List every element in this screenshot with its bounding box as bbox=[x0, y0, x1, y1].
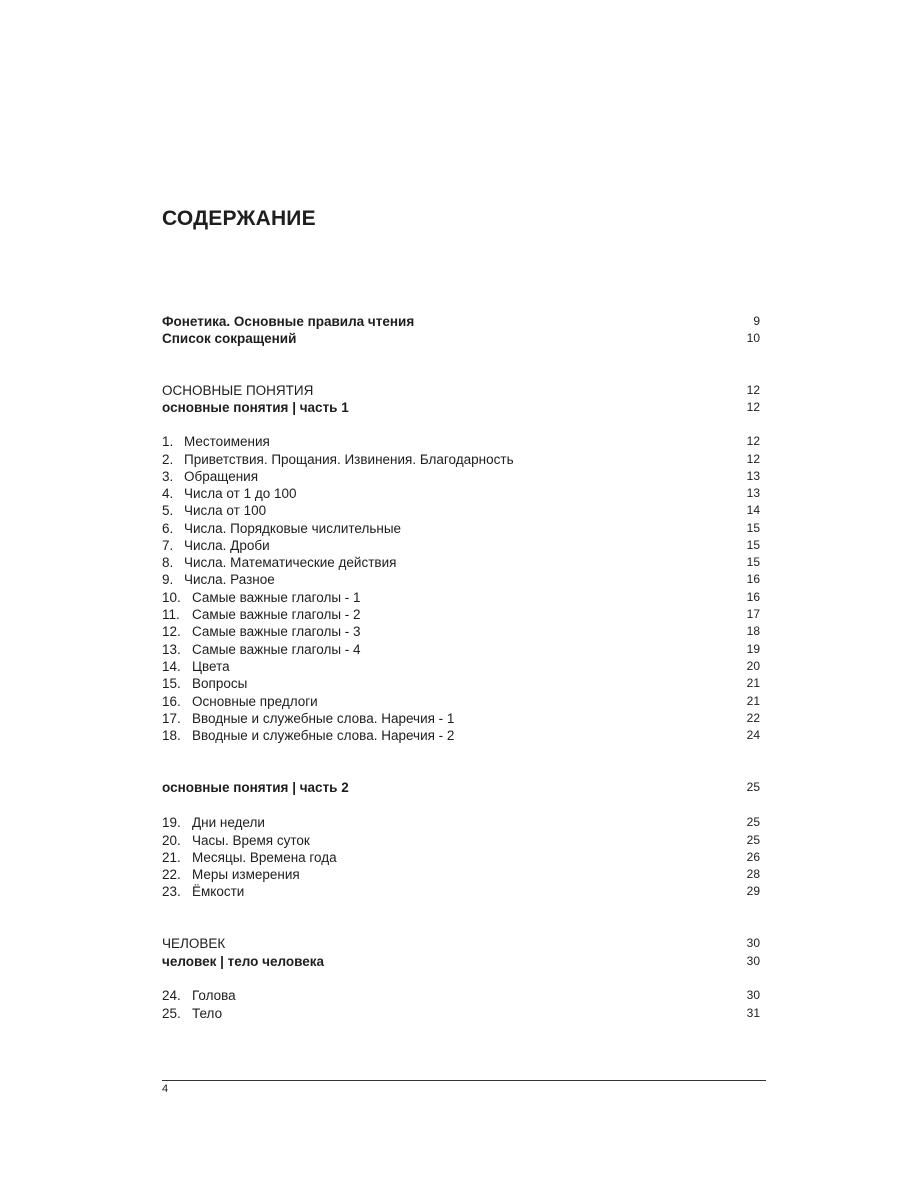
toc-page-number: 21 bbox=[746, 694, 760, 708]
toc-entry-label bbox=[162, 658, 230, 675]
toc-page-number: 16 bbox=[746, 572, 760, 586]
toc-entry-title: Вопросы bbox=[192, 676, 248, 691]
toc-entry-label bbox=[162, 779, 349, 796]
toc-entry bbox=[162, 537, 760, 554]
toc-entry-title: Цвета bbox=[192, 659, 230, 674]
toc-page-number: 16 bbox=[746, 590, 760, 604]
toc-page-number: 30 bbox=[746, 988, 760, 1002]
toc-entry-title: Самые важные глаголы - 1 bbox=[192, 590, 361, 605]
toc-entry-title: Меры измерения bbox=[192, 867, 300, 882]
toc-entry-number: 1. bbox=[162, 434, 174, 449]
toc-entry-title: ОСНОВНЫЕ ПОНЯТИЯ bbox=[162, 383, 314, 398]
toc-page-number: 13 bbox=[746, 469, 760, 483]
toc-entry bbox=[162, 832, 760, 849]
toc-page-number: 12 bbox=[746, 400, 760, 414]
toc-entry bbox=[162, 814, 760, 831]
toc-page-number: 10 bbox=[746, 331, 760, 345]
toc-page-number: 20 bbox=[746, 659, 760, 673]
toc-entry-number: 22. bbox=[162, 867, 181, 882]
toc-entry bbox=[162, 468, 760, 485]
toc-entry-label bbox=[162, 641, 361, 658]
toc-page-number: 26 bbox=[746, 850, 760, 864]
toc-page-number: 18 bbox=[746, 624, 760, 638]
toc-page-number: 24 bbox=[746, 728, 760, 742]
toc-entry-number: 13. bbox=[162, 642, 181, 657]
toc-page-number: 22 bbox=[746, 711, 760, 725]
toc-entry-title: Основные предлоги bbox=[192, 694, 318, 709]
toc-entry-number: 17. bbox=[162, 711, 181, 726]
toc-page-number: 30 bbox=[746, 936, 760, 950]
toc-entry-label bbox=[162, 589, 361, 606]
toc-entry-title: Вводные и служебные слова. Наречия - 2 bbox=[192, 728, 455, 743]
toc-entry-title: Тело bbox=[192, 1006, 223, 1021]
toc-entry bbox=[162, 675, 760, 692]
toc-page-number: 15 bbox=[746, 538, 760, 552]
toc-entry-number: 4. bbox=[162, 486, 174, 501]
toc-entry-number: 10. bbox=[162, 590, 181, 605]
footer-rule bbox=[162, 1080, 766, 1081]
toc-entry bbox=[162, 589, 760, 606]
toc-entry bbox=[162, 485, 760, 502]
toc-entry-label bbox=[162, 710, 454, 727]
toc-entry-label bbox=[162, 935, 225, 952]
toc-entry bbox=[162, 727, 760, 744]
toc-entry-title: Фонетика. Основные правила чтения bbox=[162, 314, 415, 329]
toc-entry-label bbox=[162, 330, 296, 347]
toc-entry-title: Числа от 100 bbox=[184, 503, 267, 518]
toc-entry-title: Приветствия. Прощания. Извинения. Благодарность bbox=[184, 452, 514, 467]
toc-entry-title: Часы. Время суток bbox=[192, 833, 310, 848]
toc-entry-title: Голова bbox=[192, 988, 236, 1003]
toc-page-number: 29 bbox=[746, 884, 760, 898]
toc-entry-title: Самые важные глаголы - 4 bbox=[192, 642, 361, 657]
toc-entry-number: 18. bbox=[162, 728, 181, 743]
toc-page-number: 31 bbox=[746, 1006, 760, 1020]
toc-page-number: 28 bbox=[746, 867, 760, 881]
toc-entry-title: Ёмкости bbox=[192, 884, 245, 899]
toc-entry bbox=[162, 554, 760, 571]
toc-entry bbox=[162, 710, 760, 727]
page-title: СОДЕРЖАНИЕ bbox=[162, 207, 316, 230]
toc-page-number: 25 bbox=[746, 780, 760, 794]
toc-entry-title: Числа. Разное bbox=[184, 572, 275, 587]
toc-entry-title: Числа от 1 до 100 bbox=[184, 486, 297, 501]
toc-entry bbox=[162, 693, 760, 710]
toc-entry-label bbox=[162, 399, 349, 416]
toc-page-number: 25 bbox=[746, 833, 760, 847]
toc-page-number: 13 bbox=[746, 486, 760, 500]
toc-entry-number: 3. bbox=[162, 469, 174, 484]
toc-heading bbox=[162, 330, 760, 347]
toc-entry-number: 12. bbox=[162, 624, 181, 639]
toc-entry-title: Числа. Порядковые числительные bbox=[184, 521, 402, 536]
toc-entry-title: Месяцы. Времена года bbox=[192, 850, 337, 865]
toc-section-heading bbox=[162, 935, 760, 952]
toc-entry-title: человек | тело человека bbox=[162, 954, 325, 969]
toc-entry-label bbox=[162, 693, 318, 710]
toc-entry-title: Местоимения bbox=[184, 434, 270, 449]
toc-entry bbox=[162, 849, 760, 866]
toc-entry-title: Самые важные глаголы - 2 bbox=[192, 607, 361, 622]
toc-entry bbox=[162, 433, 760, 450]
toc-entry-title: Список сокращений bbox=[162, 331, 297, 346]
toc-entry-title: Самые важные глаголы - 3 bbox=[192, 624, 361, 639]
toc-page-number: 30 bbox=[746, 954, 760, 968]
toc-entry-number: 19. bbox=[162, 815, 181, 830]
toc-heading bbox=[162, 953, 760, 970]
toc-entry-label bbox=[162, 468, 258, 485]
toc-entry-number: 24. bbox=[162, 988, 181, 1003]
toc-entry-number: 6. bbox=[162, 521, 174, 536]
toc-entry bbox=[162, 658, 760, 675]
toc-entry bbox=[162, 502, 760, 519]
toc-heading bbox=[162, 779, 760, 796]
toc-entry-number: 7. bbox=[162, 538, 174, 553]
toc-entry-label bbox=[162, 866, 300, 883]
toc-page-number: 12 bbox=[746, 383, 760, 397]
toc-page-number: 17 bbox=[746, 607, 760, 621]
toc-entry-label bbox=[162, 1005, 222, 1022]
toc-page-number: 9 bbox=[753, 314, 760, 328]
toc-entry-number: 8. bbox=[162, 555, 174, 570]
toc-entry-title: Обращения bbox=[184, 469, 259, 484]
toc-entry-label bbox=[162, 520, 401, 537]
toc-heading bbox=[162, 313, 760, 330]
toc-page-number: 14 bbox=[746, 503, 760, 517]
toc-entry-number: 23. bbox=[162, 884, 181, 899]
toc-entry-number: 5. bbox=[162, 503, 174, 518]
toc-entry-number: 11. bbox=[162, 607, 180, 622]
toc-entry-label bbox=[162, 987, 236, 1004]
toc-entry-title: основные понятия | часть 1 bbox=[162, 400, 349, 415]
toc-entry-title: Числа. Дроби bbox=[184, 538, 270, 553]
toc-entry-number: 21. bbox=[162, 850, 181, 865]
toc-entry bbox=[162, 1005, 760, 1022]
toc-entry-label bbox=[162, 832, 310, 849]
toc-entry-label bbox=[162, 727, 454, 744]
toc-entry bbox=[162, 606, 760, 623]
toc-entry-label bbox=[162, 849, 337, 866]
toc-entry-label bbox=[162, 433, 270, 450]
toc-entry-label bbox=[162, 554, 396, 571]
toc-page-number: 19 bbox=[746, 642, 760, 656]
toc-page-number: 12 bbox=[746, 434, 760, 448]
toc-entry-number: 16. bbox=[162, 694, 181, 709]
toc-entry bbox=[162, 866, 760, 883]
toc-section-heading bbox=[162, 382, 760, 399]
toc-entry-label bbox=[162, 814, 265, 831]
toc-entry-title: Вводные и служебные слова. Наречия - 1 bbox=[192, 711, 455, 726]
toc-entry-label bbox=[162, 623, 361, 640]
toc-entry bbox=[162, 520, 760, 537]
toc-entry bbox=[162, 883, 760, 900]
toc-entry-label bbox=[162, 675, 247, 692]
toc-entry-label bbox=[162, 502, 266, 519]
toc-entry-label bbox=[162, 485, 297, 502]
toc-entry-label bbox=[162, 313, 414, 330]
toc-entry bbox=[162, 571, 760, 588]
toc-entry-label bbox=[162, 883, 244, 900]
toc-entry bbox=[162, 987, 760, 1004]
toc-page-number: 15 bbox=[746, 555, 760, 569]
toc-page-number: 15 bbox=[746, 521, 760, 535]
toc-entry-number: 2. bbox=[162, 452, 174, 467]
toc-entry-title: Числа. Математические действия bbox=[184, 555, 397, 570]
toc-entry bbox=[162, 451, 760, 468]
toc-entry-number: 20. bbox=[162, 833, 181, 848]
toc-entry-title: основные понятия | часть 2 bbox=[162, 780, 349, 795]
toc-entry-label bbox=[162, 537, 270, 554]
toc-entry-label bbox=[162, 451, 514, 468]
toc-entry-label bbox=[162, 382, 313, 399]
toc-entry bbox=[162, 623, 760, 640]
toc-entry-label bbox=[162, 606, 361, 623]
toc-page-number: 12 bbox=[746, 452, 760, 466]
toc-entry-number: 9. bbox=[162, 572, 174, 587]
toc-entry-label bbox=[162, 953, 324, 970]
toc-heading bbox=[162, 399, 760, 416]
toc-entry-label bbox=[162, 571, 275, 588]
toc-page-number: 21 bbox=[746, 676, 760, 690]
page-number: 4 bbox=[162, 1083, 169, 1095]
toc-entry-number: 14. bbox=[162, 659, 181, 674]
toc-entry bbox=[162, 641, 760, 658]
toc-entry-title: Дни недели bbox=[192, 815, 265, 830]
toc-entry-number: 15. bbox=[162, 676, 181, 691]
toc-entry-number: 25. bbox=[162, 1006, 181, 1021]
toc-entry-title: ЧЕЛОВЕК bbox=[162, 936, 226, 951]
toc-page-number: 25 bbox=[746, 815, 760, 829]
